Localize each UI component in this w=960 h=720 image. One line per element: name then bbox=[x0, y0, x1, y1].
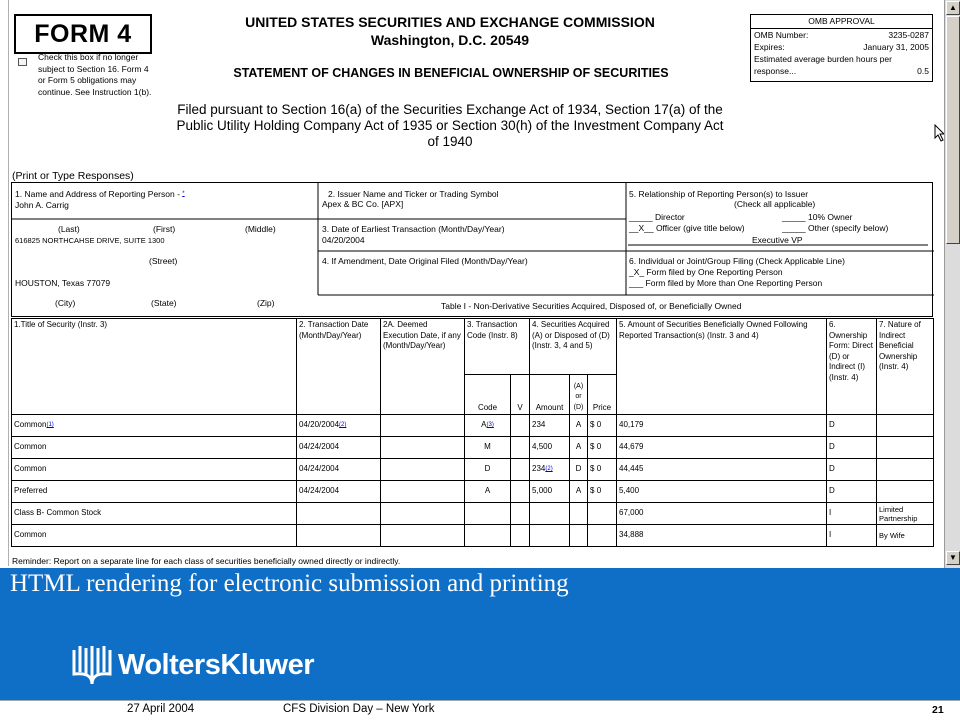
cell-deemed bbox=[381, 437, 465, 459]
cell-nature-text: By Wife bbox=[879, 531, 905, 540]
form-title: FORM 4 bbox=[14, 14, 152, 54]
cell-price bbox=[588, 437, 617, 459]
cell-price bbox=[588, 503, 617, 525]
cell-title-text: Preferred bbox=[14, 486, 48, 496]
cell-v bbox=[511, 503, 530, 525]
s6-label: 6. Individual or Joint/Group Filing (Check Applicable Line) bbox=[629, 256, 845, 266]
col-securities-header: 4. Securities Acquired (A) or Disposed of (D) (Instr. 3, 4 and 5) bbox=[530, 319, 617, 375]
section16-checkbox[interactable] bbox=[18, 58, 27, 66]
issuer-name: Apex & BC Co. [APX] bbox=[322, 199, 404, 209]
cell-nature bbox=[877, 415, 934, 437]
reporting-person-section bbox=[11, 182, 933, 317]
officer-title: Executive VP bbox=[752, 235, 803, 245]
cell-price bbox=[588, 481, 617, 503]
cell-nature bbox=[877, 437, 934, 459]
omb-burden-label: Estimated average burden hours per bbox=[754, 54, 892, 64]
v-subheader: V bbox=[511, 375, 530, 415]
cell-code bbox=[465, 525, 511, 547]
col-date-header: 2. Transaction Date (Month/Day/Year) bbox=[297, 319, 381, 415]
cell-ad-text: A bbox=[575, 486, 582, 496]
omb-expires-row bbox=[751, 41, 932, 53]
cell-code bbox=[465, 481, 511, 503]
col-deemed-header: 2A. Deemed Execution Date, if any (Month/Day/Year) bbox=[381, 319, 465, 415]
cell-form-text: I bbox=[829, 530, 832, 540]
agency-location: Washington, D.C. 20549 bbox=[370, 32, 530, 48]
cell-deemed bbox=[381, 503, 465, 525]
reminder-text: Reminder: Report on a separate line for each class of securities beneficially owned directly or indirectly. bbox=[12, 556, 401, 566]
col-title-header: 1.Title of Security (Instr. 3) bbox=[12, 319, 297, 415]
cell-owned bbox=[617, 481, 827, 503]
cell-ad bbox=[570, 415, 588, 437]
logo-text: WoltersKluwer bbox=[118, 648, 315, 681]
page-number: 21 bbox=[932, 704, 944, 716]
s5-check-all: (Check all applicable) bbox=[734, 199, 816, 209]
amount-subheader: Amount bbox=[530, 375, 570, 415]
col-nature-header: 7. Nature of Indirect Beneficial Ownership (Instr. 4) bbox=[877, 319, 934, 415]
cell-amount bbox=[530, 525, 570, 547]
cell-date bbox=[297, 459, 381, 481]
other-option: _____ Other (specify below) bbox=[782, 223, 889, 233]
earliest-date: 04/20/2004 bbox=[322, 235, 365, 245]
cell-owned bbox=[617, 415, 827, 437]
cell-title-text: Class B- Common Stock bbox=[14, 508, 102, 518]
state-label: (State) bbox=[151, 298, 177, 308]
cell-owned-text: 44,679 bbox=[619, 442, 644, 452]
filed-line-3: of 1940 bbox=[427, 134, 473, 149]
cell-ad bbox=[570, 459, 588, 481]
cell-amount bbox=[530, 415, 570, 437]
slide-caption: HTML rendering for electronic submission and printing bbox=[10, 570, 569, 597]
cell-form bbox=[827, 437, 877, 459]
cell-date-text: 04/24/2004 bbox=[299, 486, 340, 496]
street-label: (Street) bbox=[149, 256, 178, 266]
cell-nature bbox=[877, 525, 934, 547]
table-row bbox=[12, 437, 934, 459]
officer-option: __X__ Officer (give title below) bbox=[629, 223, 745, 233]
cell-ad-text: A bbox=[575, 420, 582, 430]
cell-code-text: M bbox=[484, 442, 491, 452]
cell-owned bbox=[617, 503, 827, 525]
s4-label: 4. If Amendment, Date Original Filed (Month/Day/Year) bbox=[322, 256, 528, 266]
cell-title bbox=[12, 415, 297, 437]
cell-date bbox=[297, 481, 381, 503]
filed-line-1: Filed pursuant to Section 16(a) of the Securities Exchange Act of 1934, Section 17(a) of the bbox=[177, 102, 723, 117]
table-row bbox=[12, 503, 934, 525]
middle-label: (Middle) bbox=[245, 224, 276, 234]
cell-date bbox=[297, 415, 381, 437]
cell-ad-text: D bbox=[575, 464, 582, 474]
cell-v bbox=[511, 525, 530, 547]
arrow-down-icon[interactable]: ▼ bbox=[946, 551, 960, 565]
cell-amount bbox=[530, 437, 570, 459]
s1-footnote-link[interactable]: * bbox=[182, 191, 185, 197]
zip-label: (Zip) bbox=[257, 298, 275, 308]
reporting-city-state: HOUSTON, Texas 77079 bbox=[15, 278, 111, 288]
cell-owned-text: 5,400 bbox=[619, 486, 640, 496]
cell-owned-text: 44,445 bbox=[619, 464, 644, 474]
cell-nature bbox=[877, 459, 934, 481]
vertical-scrollbar[interactable] bbox=[944, 0, 960, 568]
agency-title: UNITED STATES SECURITIES AND EXCHANGE COMMISSION bbox=[245, 14, 655, 30]
s6-one-person: _X_ Form filed by One Reporting Person bbox=[629, 267, 783, 277]
filed-pursuant-text bbox=[150, 102, 750, 150]
cell-deemed bbox=[381, 525, 465, 547]
reporting-name: John A. Carrig bbox=[15, 200, 69, 210]
col-owned-header: 5. Amount of Securities Beneficially Owned Following Reported Transaction(s) (Instr. 3 and 4) bbox=[617, 319, 827, 415]
cell-title bbox=[12, 437, 297, 459]
scroll-thumb[interactable] bbox=[946, 16, 960, 244]
director-option: _____ Director bbox=[629, 212, 685, 222]
cell-form-text: D bbox=[829, 442, 835, 452]
cell-code bbox=[465, 503, 511, 525]
filed-line-2: Public Utility Holding Company Act of 1935 or Section 30(h) of the Investment Company Act bbox=[176, 118, 724, 133]
omb-title: OMB APPROVAL bbox=[751, 15, 932, 29]
cell-amount bbox=[530, 459, 570, 481]
cell-form bbox=[827, 503, 877, 525]
reporting-address: 616825 NORTHCAHSE DRIVE, SUITE 1300 bbox=[15, 236, 165, 245]
cell-price bbox=[588, 415, 617, 437]
cell-v bbox=[511, 459, 530, 481]
cell-amount-text: 4,500 bbox=[532, 442, 553, 452]
table1-title: Table I - Non-Derivative Securities Acquired, Disposed of, or Beneficially Owned bbox=[441, 301, 742, 311]
cell-ad bbox=[570, 481, 588, 503]
cell-ad bbox=[570, 503, 588, 525]
cell-price bbox=[588, 459, 617, 481]
cell-form bbox=[827, 525, 877, 547]
cell-form bbox=[827, 415, 877, 437]
code-subheader: Code bbox=[465, 375, 511, 415]
omb-expires-label: Expires: bbox=[754, 42, 785, 52]
s2-label: 2. Issuer Name and Ticker or Trading Symbol bbox=[328, 189, 499, 199]
omb-response-row bbox=[751, 65, 932, 77]
price-subheader: Price bbox=[588, 375, 617, 415]
cell-form-text: I bbox=[829, 508, 832, 518]
cell-price-text: $ 0 bbox=[590, 464, 602, 474]
s1-label-text: 1. Name and Address of Reporting Person - bbox=[15, 189, 180, 199]
col-form-header: 6. Ownership Form: Direct (D) or Indirect (I) (Instr. 4) bbox=[827, 319, 877, 415]
header-row-1 bbox=[12, 319, 934, 375]
cell-owned bbox=[617, 437, 827, 459]
non-derivative-table bbox=[11, 318, 934, 547]
omb-number-value: 3235-0287 bbox=[888, 30, 929, 40]
table-row bbox=[12, 459, 934, 481]
omb-burden-row bbox=[751, 53, 932, 65]
cell-v bbox=[511, 415, 530, 437]
table-row bbox=[12, 481, 934, 503]
s3-label: 3. Date of Earliest Transaction (Month/Day/Year) bbox=[322, 224, 505, 234]
cell-form bbox=[827, 459, 877, 481]
table-body bbox=[12, 415, 934, 547]
cell-price bbox=[588, 525, 617, 547]
cell-title-text: Common bbox=[14, 530, 47, 540]
cell-ad bbox=[570, 525, 588, 547]
cell-title bbox=[12, 503, 297, 525]
footer-date: 27 April 2004 bbox=[127, 703, 195, 715]
cell-deemed bbox=[381, 481, 465, 503]
cell-title bbox=[12, 525, 297, 547]
ten-percent-owner-option: _____ 10% Owner bbox=[782, 212, 853, 222]
cell-code-text: A bbox=[484, 486, 491, 496]
footer-title: CFS Division Day – New York bbox=[283, 703, 435, 715]
wolters-kluwer-logo bbox=[72, 644, 314, 686]
table-row bbox=[12, 415, 934, 437]
cell-deemed bbox=[381, 415, 465, 437]
last-label: (Last) bbox=[58, 224, 80, 234]
omb-number-row bbox=[751, 29, 932, 41]
ad-subheader: (A) or (D) bbox=[570, 375, 588, 415]
omb-number-label: OMB Number: bbox=[754, 30, 809, 40]
cell-ad bbox=[570, 437, 588, 459]
omb-expires-value: January 31, 2005 bbox=[863, 42, 929, 52]
cell-owned-text: 34,888 bbox=[619, 530, 644, 540]
cell-nature bbox=[877, 481, 934, 503]
footnote-link[interactable]: (2) bbox=[339, 422, 347, 429]
cell-owned-text: 67,000 bbox=[619, 508, 644, 518]
section16-checkbox-label: Check this box if no longer subject to Section 16. Form 4 or Form 5 obligations may continue. See Instruction 1(b). bbox=[38, 52, 152, 97]
footnote-link[interactable]: (1) bbox=[46, 422, 54, 429]
cell-date bbox=[297, 503, 381, 525]
cell-form-text: D bbox=[829, 486, 835, 496]
s1-label bbox=[15, 189, 185, 199]
cell-price-text: $ 0 bbox=[590, 442, 602, 452]
cell-amount-text: 234 bbox=[532, 420, 546, 430]
cell-ad-text: A bbox=[575, 442, 582, 452]
cell-form-text: D bbox=[829, 464, 835, 474]
cell-nature-text: Limited Partnership bbox=[879, 504, 918, 523]
cell-deemed bbox=[381, 459, 465, 481]
footnote-link[interactable]: (3) bbox=[486, 422, 494, 429]
print-note: (Print or Type Responses) bbox=[12, 170, 134, 182]
cell-code bbox=[465, 437, 511, 459]
s6-more-persons: ___ Form filed by More than One Reporting Person bbox=[629, 278, 823, 288]
cell-date bbox=[297, 437, 381, 459]
cell-code-text: D bbox=[484, 464, 491, 474]
cell-title-text: Common bbox=[14, 442, 47, 452]
cell-owned bbox=[617, 525, 827, 547]
city-label: (City) bbox=[55, 298, 76, 308]
cell-price-text: $ 0 bbox=[590, 486, 602, 496]
cell-amount-text: 234 bbox=[532, 464, 546, 474]
wolters-kluwer-book-logo bbox=[72, 644, 112, 686]
cell-v bbox=[511, 481, 530, 503]
omb-response-label: response... bbox=[754, 66, 797, 76]
cell-form-text: D bbox=[829, 420, 835, 430]
omb-response-value: 0.5 bbox=[917, 66, 929, 76]
cell-owned bbox=[617, 459, 827, 481]
omb-approval-box bbox=[750, 14, 933, 82]
cell-title bbox=[12, 481, 297, 503]
col-code-header: 3. Transaction Code (Instr. 8) bbox=[465, 319, 530, 375]
cell-owned-text: 40,179 bbox=[619, 420, 644, 430]
cell-code bbox=[465, 459, 511, 481]
cell-code-text: A bbox=[481, 420, 487, 430]
statement-title: STATEMENT OF CHANGES IN BENEFICIAL OWNERSHIP OF SECURITIES bbox=[233, 66, 669, 80]
s5-label: 5. Relationship of Reporting Person(s) to Issuer bbox=[629, 189, 809, 199]
footnote-link[interactable]: (2) bbox=[545, 466, 553, 473]
cell-v bbox=[511, 437, 530, 459]
cell-amount bbox=[530, 503, 570, 525]
cell-nature bbox=[877, 503, 934, 525]
table-row bbox=[12, 525, 934, 547]
cell-date bbox=[297, 525, 381, 547]
cell-date-text: 04/24/2004 bbox=[299, 464, 340, 474]
arrow-up-icon[interactable]: ▲ bbox=[946, 1, 960, 15]
first-label: (First) bbox=[153, 224, 176, 234]
cell-title bbox=[12, 459, 297, 481]
cell-date-text: 04/24/2004 bbox=[299, 442, 340, 452]
cell-code bbox=[465, 415, 511, 437]
cell-amount-text: 5,000 bbox=[532, 486, 553, 496]
cell-form bbox=[827, 481, 877, 503]
cell-amount bbox=[530, 481, 570, 503]
cell-date-text: 04/20/2004 bbox=[299, 420, 340, 430]
cell-title-text: Common bbox=[14, 420, 47, 430]
cell-title-text: Common bbox=[14, 464, 47, 474]
slide-footer bbox=[0, 700, 960, 720]
cell-price-text: $ 0 bbox=[590, 420, 602, 430]
